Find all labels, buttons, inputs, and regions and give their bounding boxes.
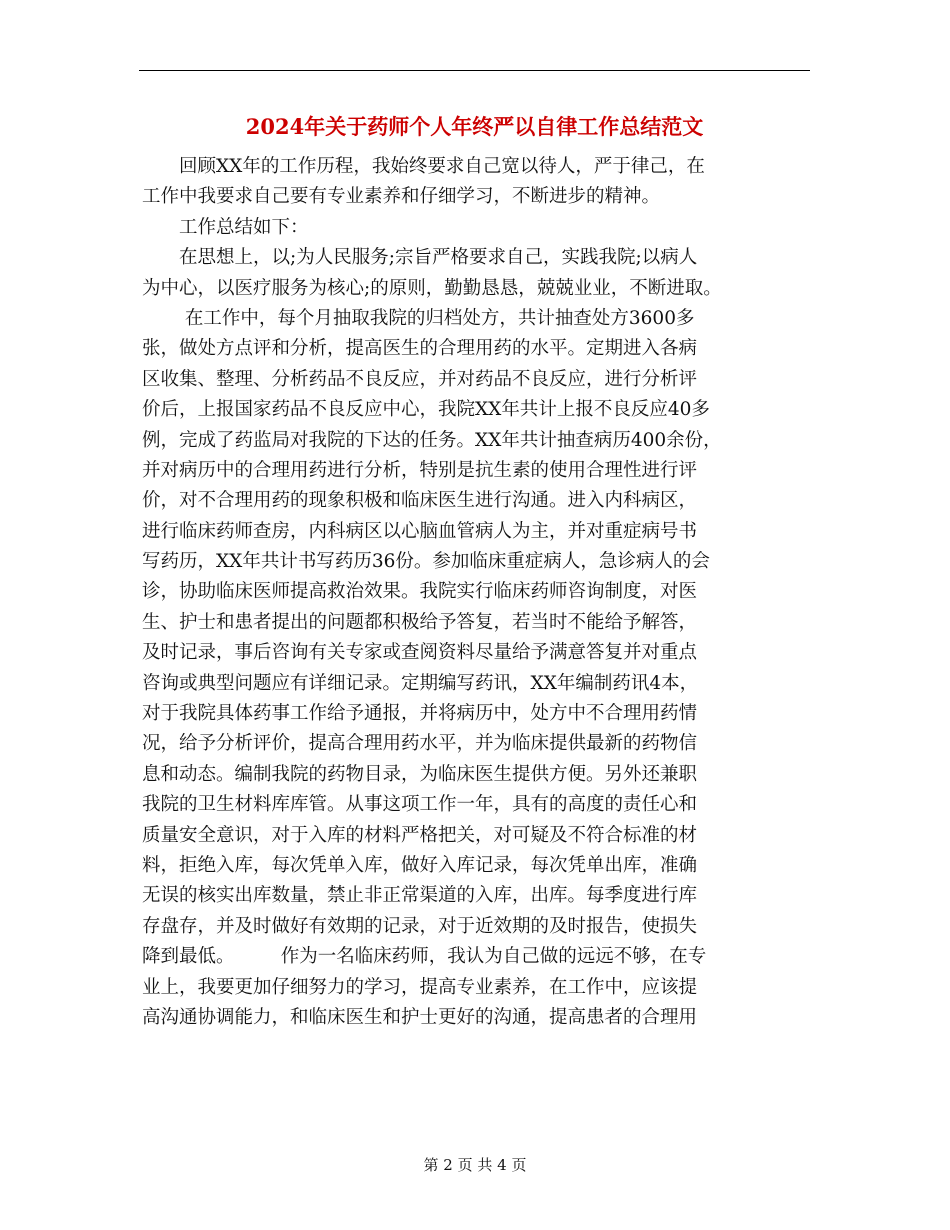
body-line: 存盘存，并及时做好有效期的记录，对于近效期的及时报告，使损失 [142, 915, 698, 937]
body-line: 高沟通协调能力，和临床医生和护士更好的沟通，提高患者的合理用 [142, 1006, 698, 1028]
body-line: 工作总结如下： [142, 216, 309, 238]
body-line: 张，做处方点评和分析，提高医生的合理用药的水平。定期进入各病 [142, 338, 698, 360]
body-line: 在工作中，每个月抽取我院的归档处方，共计抽查处方3600多 [142, 307, 695, 329]
header-rule [139, 70, 810, 71]
body-line: 咨询或典型问题应有详细记录。定期编写药讯，XX年编制药讯4本， [142, 672, 699, 694]
body-line: 料，拒绝入库，每次凭单入库，做好入库记录，每次凭单出库，准确 [142, 854, 698, 876]
body-line: 区收集、整理、分析药品不良反应，并对药品不良反应，进行分析评 [142, 368, 698, 390]
body-line: 写药历，XX年共计书写药历36份。参加临床重症病人，急诊病人的会 [142, 551, 710, 573]
body-line: 诊，协助临床医师提高救治效果。我院实行临床药师咨询制度，对医 [142, 581, 698, 603]
body-line: 为中心，以医疗服务为核心;的原则，勤勤恳恳，兢兢业业，不断进取。 [142, 277, 722, 299]
body-line: 工作中我要求自己要有专业素养和仔细学习，不断进步的精神。 [142, 186, 661, 208]
page-number-footer: 第 2 页 共 4 页 [423, 1156, 527, 1174]
body-line: 价，对不合理用药的现象积极和临床医生进行沟通。进入内科病区， [142, 490, 698, 512]
body-line: 例，完成了药监局对我院的下达的任务。XX年共计抽查病历400余份， [142, 429, 722, 451]
body-line: 价后，上报国家药品不良反应中心，我院XX年共计上报不良反应40多 [142, 399, 710, 421]
body-line: 降到最低。 作为一名临床药师，我认为自己做的远远不够，在专 [142, 946, 707, 968]
body-line: 进行临床药师查房，内科病区以心脑血管病人为主，并对重症病号书 [142, 520, 698, 542]
body-line: 及时记录，事后咨询有关专家或查阅资料尽量给予满意答复并对重点 [142, 642, 698, 664]
body-line: 并对病历中的合理用药进行分析，特别是抗生素的使用合理性进行评 [142, 459, 698, 481]
body-line: 回顾XX年的工作历程，我始终要求自己宽以待人，严于律己，在 [142, 156, 705, 177]
body-line: 况，给予分析评价，提高合理用药水平，并为临床提供最新的药物信 [142, 733, 698, 755]
body-line: 生、护士和患者提出的问题都积极给予答复，若当时不能给予解答， [142, 611, 698, 633]
body-line: 对于我院具体药事工作给予通报，并将病历中，处方中不合理用药情 [142, 703, 698, 725]
body-line: 无误的核实出库数量，禁止非正常渠道的入库，出库。每季度进行库 [142, 885, 698, 907]
body-line: 在思想上，以;为人民服务;宗旨严格要求自己，实践我院;以病人 [142, 247, 698, 269]
document-title: 2024年关于药师个人年终严以自律工作总结范文 [245, 114, 704, 139]
body-line: 我院的卫生材料库库管。从事这项工作一年，具有的高度的责任心和 [142, 794, 698, 816]
body-line: 业上，我要更加仔细努力的学习，提高专业素养，在工作中，应该提 [142, 976, 698, 998]
document-body [142, 152, 812, 1033]
body-line: 息和动态。编制我院的药物目录，为临床医生提供方便。另外还兼职 [142, 763, 698, 785]
body-line: 质量安全意识，对于入库的材料严格把关，对可疑及不符合标准的材 [142, 824, 698, 846]
